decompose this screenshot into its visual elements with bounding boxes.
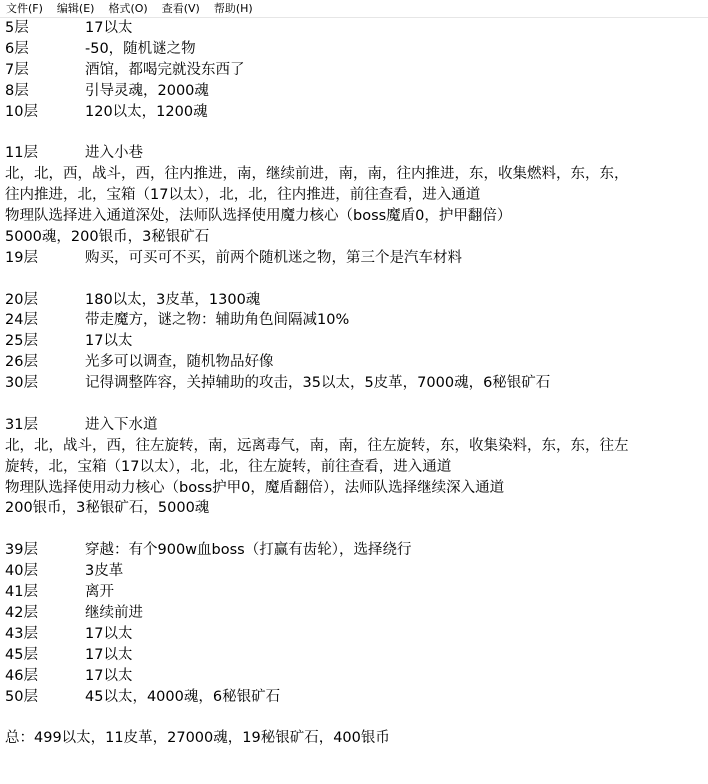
line-text: 17以太 — [85, 333, 133, 350]
line-text: 180以太，3皮革，1300魂 — [85, 291, 261, 308]
line-text: 北，北，战斗，西，往左旋转，南，远离毒气，南，南，往左旋转，东，收集染料，东，东，往左 — [5, 437, 629, 454]
line-text: 继续前进 — [85, 604, 143, 621]
line-text: 5000魂，200银币，3秘银矿石 — [5, 228, 210, 245]
menu-help[interactable]: 帮助(H) — [213, 1, 253, 15]
line-text: 引导灵魂，2000魂 — [85, 82, 209, 99]
line-text: 17以太 — [85, 646, 133, 663]
floor-label: 31层 — [5, 416, 38, 433]
floor-label: 25层 — [5, 333, 38, 350]
line-text: 45以太，4000魂，6秘银矿石 — [85, 688, 281, 705]
line-text: 记得调整阵容，关掉辅助的攻击，35以太，5皮革，7000魂，6秘银矿石 — [85, 375, 551, 392]
floor-label: 39层 — [5, 542, 38, 559]
text-line — [5, 540, 705, 561]
text-line — [5, 645, 705, 666]
line-text: 购买，可买可不买，前两个随机迷之物，第三个是汽车材料 — [85, 249, 462, 266]
menu-view[interactable]: 查看(V) — [161, 1, 200, 15]
line-text: 北，北，西，战斗，西，往内推进，南，继续前进，南，南，往内推进，东，收集燃料，东，东， — [5, 166, 629, 183]
text-line — [5, 561, 705, 582]
text-line — [5, 666, 705, 687]
floor-label: 10层 — [5, 103, 38, 120]
floor-label: 26层 — [5, 354, 38, 371]
line-text: 带走魔方，谜之物：辅助角色间隔减10% — [85, 312, 350, 329]
line-text: 酒馆，都喝完就没东西了 — [85, 61, 245, 78]
text-line — [5, 478, 705, 499]
line-text: 200银币，3秘银矿石，5000魂 — [5, 500, 210, 517]
text-line — [5, 582, 705, 603]
text-line — [5, 603, 705, 624]
menu-edit[interactable]: 编辑(E) — [56, 1, 95, 15]
text-line — [5, 436, 705, 457]
line-text: 17以太 — [85, 20, 133, 36]
line-text: 物理队选择使用动力核心（boss护甲0，魔盾翻倍），法师队选择继续深入通道 — [5, 479, 505, 496]
line-text: 进入下水道 — [85, 416, 158, 433]
text-line — [5, 122, 705, 143]
floor-label: 5层 — [5, 20, 29, 36]
text-line — [5, 519, 705, 540]
line-text: 进入小巷 — [85, 145, 143, 162]
text-line — [5, 81, 705, 102]
line-text: 穿越：有个900w血boss（打赢有齿轮），选择绕行 — [85, 542, 412, 559]
text-line — [5, 164, 705, 185]
menu-format[interactable]: 格式(O) — [108, 1, 148, 15]
text-line — [5, 498, 705, 519]
floor-label: 19层 — [5, 249, 38, 266]
text-line — [5, 206, 705, 227]
text-line — [5, 310, 705, 331]
text-line — [5, 687, 705, 708]
floor-label: 8层 — [5, 82, 29, 99]
floor-label: 11层 — [5, 145, 38, 162]
floor-label: 41层 — [5, 584, 38, 601]
text-line — [5, 185, 705, 206]
text-line — [5, 269, 705, 290]
floor-label: 42层 — [5, 604, 38, 621]
floor-label: 46层 — [5, 667, 38, 684]
line-text: 光多可以调查，随机物品好像 — [85, 354, 274, 371]
text-line — [5, 290, 705, 311]
line-text: 物理队选择进入通道深处，法师队选择使用魔力核心（boss魔盾0，护甲翻倍） — [5, 208, 512, 225]
document-text[interactable] — [5, 18, 705, 749]
text-line — [5, 60, 705, 81]
text-line — [5, 18, 705, 39]
text-line — [5, 707, 705, 728]
text-editor[interactable] — [0, 18, 708, 784]
text-line — [5, 248, 705, 269]
line-text: 总：499以太，11皮革，27000魂，19秘银矿石，400银币 — [5, 730, 390, 747]
floor-label: 50层 — [5, 688, 38, 705]
floor-label: 7层 — [5, 61, 29, 78]
menu-bar — [0, 0, 708, 18]
text-line — [5, 331, 705, 352]
line-text: 旋转，北，宝箱（17以太），北，北，往左旋转，前往查看，进入通道 — [5, 458, 452, 475]
text-line — [5, 39, 705, 60]
text-line — [5, 457, 705, 478]
text-line — [5, 352, 705, 373]
floor-label: 40层 — [5, 563, 38, 580]
text-line — [5, 227, 705, 248]
line-text: 17以太 — [85, 625, 133, 642]
text-line — [5, 373, 705, 394]
floor-label: 45层 — [5, 646, 38, 663]
text-line — [5, 415, 705, 436]
text-line — [5, 394, 705, 415]
text-line — [5, 143, 705, 164]
line-text: 3皮革 — [85, 563, 124, 580]
floor-label: 20层 — [5, 291, 38, 308]
floor-label: 30层 — [5, 375, 38, 392]
text-line — [5, 624, 705, 645]
line-text: 往内推进，北，宝箱（17以太），北，北，往内推进，前往查看，进入通道 — [5, 187, 481, 204]
menu-file[interactable]: 文件(F) — [6, 1, 43, 15]
line-text: 离开 — [85, 584, 114, 601]
floor-label: 24层 — [5, 312, 38, 329]
line-text: 17以太 — [85, 667, 133, 684]
line-text: 120以太，1200魂 — [85, 103, 208, 120]
text-line — [5, 102, 705, 123]
line-text: -50，随机谜之物 — [85, 40, 196, 57]
text-line — [5, 728, 705, 749]
floor-label: 43层 — [5, 625, 38, 642]
floor-label: 6层 — [5, 40, 29, 57]
